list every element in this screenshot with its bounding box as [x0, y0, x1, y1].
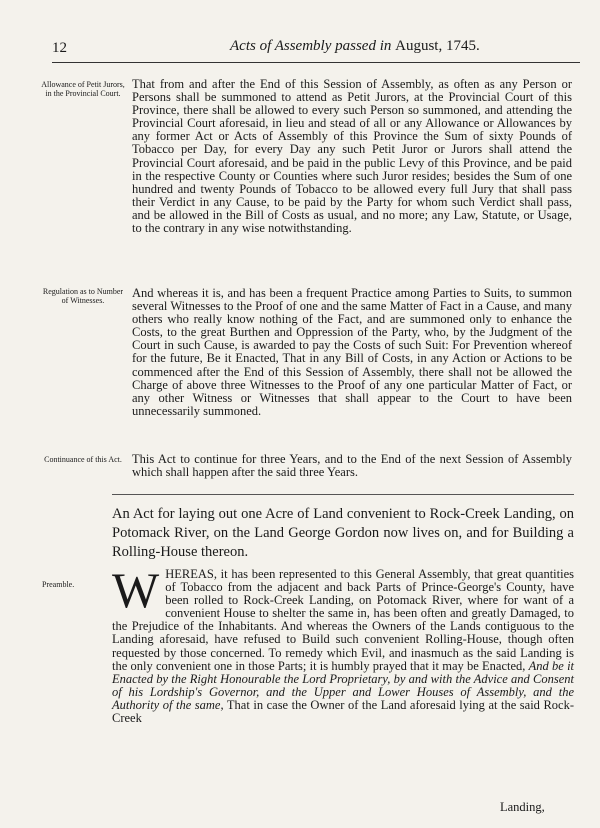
page-number: 12	[52, 40, 67, 56]
running-head-title: Acts of Assembly passed in	[230, 38, 396, 54]
header-rule	[52, 62, 580, 63]
running-head	[230, 38, 480, 55]
paragraph-regulation: And whereas it is, and has been a frequent Practice among Parties to Suits, to summon several Witnesses to the Proof of one and the same Matter of Fact in a Cause, and many others who really know nothing of the Fact, and are summoned only to enhance the Costs, to the great Burthen and Oppression of the Party, who, by the Judgment of the Court in such Cause, is awarded to pay the Costs of such Suit: For Prevention whereof for the future, Be it Enacted, That in any Bill of Costs, in any Action or Actions to be commenced after the End of this Session of Assembly, there shall not be allowed the Charge of above three Witnesses to the Proof of any one particular Matter of Fact, or any other Witness or Witnesses that shall appear to the Court to have been unnecessarily summoned.	[132, 286, 572, 418]
margin-note-allowance: Allowance of Petit Jurors, in the Provincial Court.	[41, 80, 125, 98]
section-rule	[112, 494, 574, 495]
running-head-date: August, 1745.	[395, 38, 480, 54]
page-header	[52, 38, 582, 60]
paragraph-allowance: That from and after the End of this Session of Assembly, as often as any Person or Persons shall be summoned to attend as Petit Jurors, at the Provincial Court of this Province, there shall be allowed to every such Person so summoned, and attending the Provincial Court aforesaid, in lieu and stead of all or any Allowance or Allowances by any former Act or Acts of Assembly of this Province the Sum of sixty Pounds of Tobacco per Day, for every Day any such Petit Juror or Jurors shall attend the Provincial Court aforesaid, and be paid in the public Levy of this Province, and be paid in the respective County or Counties where such Juror resides; besides the Sum of one hundred and twenty Pounds of Tobacco to be allowed every full Jury that shall pass their Verdict in any Cause, to be paid by the Party for whom such Verdict shall pass, and be allowed in the Bill of Costs as usual, and no more; any Law, Statute, or Usage, to the contrary in any wise notwithstanding.	[132, 77, 572, 236]
dropcap-letter: W	[112, 562, 160, 618]
act-title: An Act for laying out one Acre of Land convenient to Rock-Creek Landing, on Potomack River, on the Land George Gordon now lives on, and for Building a Rolling-House thereon.	[112, 506, 574, 560]
preamble-paragraph	[112, 562, 575, 726]
enacting-clause: And be it Enacted by the Right Honourable the Lord Proprietary, by and with the Advice and Consent of his Lordship's Governor, and the Upper and Lower Houses of Assembly, and the Authority of the same,	[112, 658, 575, 712]
margin-note-regulation: Regulation as to Number of Witnesses.	[42, 287, 124, 305]
margin-note-continuance: Continuance of this Act.	[44, 455, 122, 464]
preamble-final-line: That in case the Owner of the Land aforesaid lying at the said Rock-Creek	[112, 697, 575, 726]
margin-note-preamble: Preamble.	[42, 580, 75, 589]
paragraph-continuance: This Act to continue for three Years, and to the End of the next Session of Assembly which shall happen after the said three Years.	[132, 452, 572, 480]
catchword: Landing,	[500, 800, 545, 814]
preamble-text: HEREAS, it has been represented to this General Assembly, that great quantities of Tobacco from the adjacent and back Parts of Prince-George's County, have been rolled to Rock-Creek Landing, on Potomack River, where for want of a convenient House to shelter the same in, has been often and greatly Damaged, to the Prejudice of the Inhabitants. And whereas the Owners of the Lands contiguous to the Landing aforesaid, have refused to Build such convenient Rolling-House, though often requested by those concerned. To remedy which Evil, and inasmuch as the said Landing is the only convenient one in those Parts; it is humbly prayed that it may be Enacted,	[112, 567, 574, 673]
